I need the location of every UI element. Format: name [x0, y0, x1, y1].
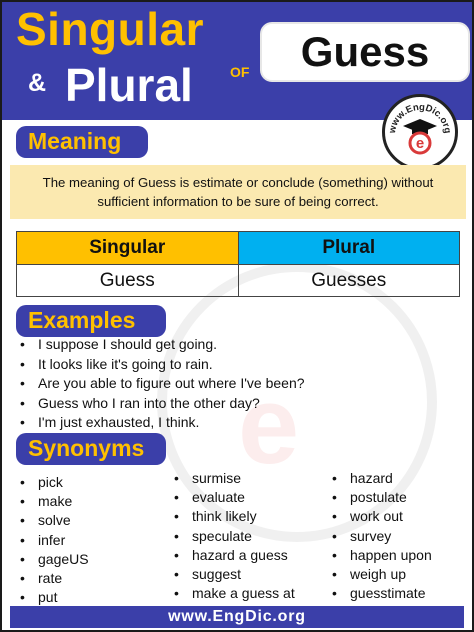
list-item: • speculate [172, 527, 295, 546]
plural-title: Plural [65, 59, 193, 111]
list-item: • solve [18, 511, 89, 530]
of-label: OF [230, 64, 250, 80]
list-item: • I'm just exhausted, I think. [18, 413, 305, 433]
meaning-label: Meaning [16, 126, 148, 158]
list-item: • I suppose I should get going. [18, 335, 305, 355]
list-item: • Guess who I ran into the other day? [18, 394, 305, 414]
list-item: • put [18, 588, 89, 607]
list-item: • guesstimate [330, 584, 432, 603]
meaning-line-1: The meaning of Guess is estimate or conclude (something) without [42, 175, 434, 190]
engdic-logo [382, 94, 458, 170]
examples-list [18, 335, 305, 433]
header-singular: Singular [17, 232, 239, 264]
list-item: • rate [18, 569, 89, 588]
synonyms-column-1 [18, 473, 89, 607]
footer-url[interactable]: www.EngDic.org [10, 606, 464, 628]
list-item: • infer [18, 531, 89, 550]
logo-graduation-cap-icon [385, 97, 455, 167]
list-item: • Are you able to figure out where I've been? [18, 374, 305, 394]
plural-value: Guesses [311, 270, 387, 291]
list-item: • weigh up [330, 565, 432, 584]
list-item: • survey [330, 527, 432, 546]
list-item: • evaluate [172, 488, 295, 507]
list-item: • happen upon [330, 546, 432, 565]
list-item: • work out [330, 507, 432, 526]
list-item: • suggest [172, 565, 295, 584]
synonyms-label: Synonyms [16, 433, 166, 465]
synonyms-column-3 [330, 469, 432, 603]
table-header-row [17, 232, 459, 264]
svg-text:e: e [415, 135, 425, 152]
singular-value: Guess [17, 265, 239, 296]
examples-label: Examples [16, 305, 166, 337]
list-item: • hazard [330, 469, 432, 488]
header-plural: Plural [239, 232, 460, 264]
list-item: • make a guess at [172, 584, 295, 603]
synonyms-column-2 [172, 469, 295, 603]
list-item: • surmise [172, 469, 295, 488]
meaning-text [10, 165, 466, 219]
watermark-e-icon: e [238, 364, 300, 487]
list-item: • postulate [330, 488, 432, 507]
list-item: • pick [18, 473, 89, 492]
list-item: • It looks like it's going to rain. [18, 355, 305, 375]
ampersand: & [28, 69, 47, 97]
list-item: • gageUS [18, 550, 89, 569]
singular-title: Singular [16, 3, 205, 55]
table-row [17, 264, 459, 296]
logo-text: www.EngDic.org [386, 101, 454, 135]
word-title: Guess [260, 22, 470, 82]
meaning-line-2: sufficient information to be sure of being correct. [97, 194, 379, 209]
list-item: • make [18, 492, 89, 511]
list-item: • hazard a guess [172, 546, 295, 565]
singular-plural-table [16, 231, 460, 297]
list-item: • think likely [172, 507, 295, 526]
